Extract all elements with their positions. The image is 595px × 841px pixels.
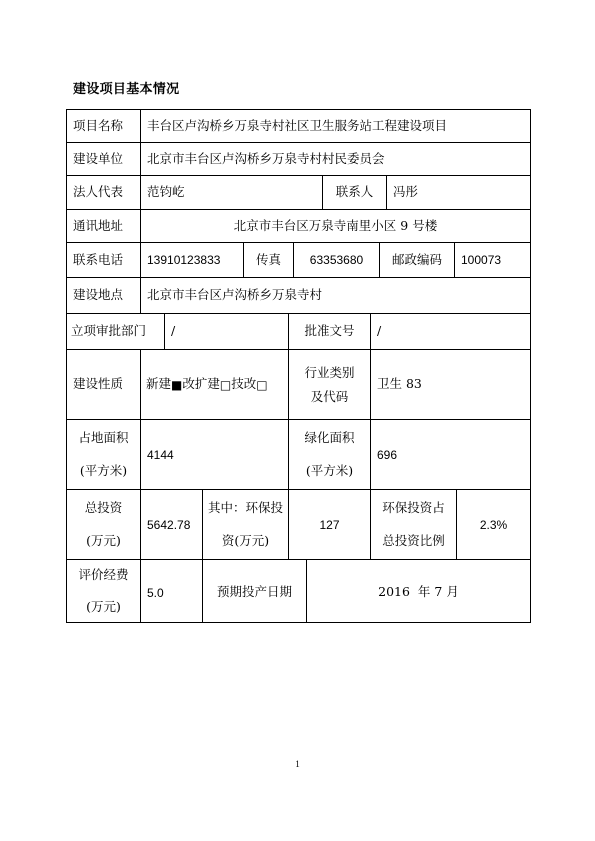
builder-label: 建设单位 bbox=[67, 143, 141, 176]
area-label-line2: (平方米) bbox=[79, 462, 128, 478]
env-invest-label-line2: 资(万元) bbox=[221, 532, 270, 548]
address-label: 通讯地址 bbox=[67, 210, 141, 243]
page-number: 1 bbox=[295, 759, 300, 769]
industry-value: 卫生 83 bbox=[371, 350, 531, 420]
approval-no-value: / bbox=[371, 314, 531, 350]
invest-value: 5642.78 bbox=[141, 490, 203, 560]
approval-dept-value: / bbox=[165, 314, 289, 350]
eval-fee-label-line1: 评价经费 bbox=[78, 566, 129, 582]
phone-label: 联系电话 bbox=[67, 243, 141, 278]
project-name-label: 项目名称 bbox=[67, 110, 141, 143]
start-date-value: 2016 年 7 月 bbox=[307, 560, 531, 623]
phone-value: 13910123833 bbox=[141, 243, 244, 278]
area-value: 4144 bbox=[141, 420, 289, 490]
nature-expand-text: 改扩建 bbox=[182, 376, 220, 392]
contact-label: 联系人 bbox=[323, 176, 387, 210]
approval-dept-label: 立项审批部门 bbox=[67, 314, 165, 350]
env-ratio-label bbox=[371, 490, 457, 560]
env-invest-label bbox=[203, 490, 289, 560]
project-info-table bbox=[66, 109, 531, 623]
address-value bbox=[141, 210, 531, 243]
env-ratio-label-line2: 总投资比例 bbox=[382, 532, 445, 548]
env-invest-value: 127 bbox=[289, 490, 371, 560]
industry-label bbox=[289, 350, 371, 420]
postcode-value: 100073 bbox=[455, 243, 531, 278]
industry-label-line1: 行业类别 bbox=[304, 364, 355, 380]
nature-tech-checkbox: □ bbox=[256, 377, 268, 392]
green-value: 696 bbox=[371, 420, 531, 490]
nature-tech-text: 技改 bbox=[231, 376, 257, 392]
eval-fee-label bbox=[67, 560, 141, 623]
green-label-line1: 绿化面积 bbox=[304, 430, 355, 445]
nature-expand-checkbox: □ bbox=[219, 377, 232, 392]
green-label-line2: (平方米) bbox=[305, 462, 354, 478]
start-date-label: 预期投产日期 bbox=[203, 560, 307, 623]
fax-label: 传真 bbox=[244, 243, 294, 278]
nature-value bbox=[141, 350, 289, 420]
section-title: 建设项目基本情况 bbox=[73, 82, 180, 97]
eval-fee-label-line2: (万元) bbox=[86, 599, 121, 614]
area-label bbox=[67, 420, 141, 490]
address-text: 北京市丰台区万泉寺南里小区 9 号楼 bbox=[233, 217, 438, 233]
green-label bbox=[289, 420, 371, 490]
area-label-line1: 占地面积 bbox=[78, 430, 129, 445]
fax-value: 63353680 bbox=[294, 243, 380, 278]
eval-fee-value: 5.0 bbox=[141, 560, 203, 623]
approval-no-label: 批准文号 bbox=[289, 314, 371, 350]
nature-new-text: 新建 bbox=[146, 376, 172, 392]
legal-rep-value: 范钧屹 bbox=[141, 176, 323, 210]
invest-label bbox=[67, 490, 141, 560]
contact-value: 冯彤 bbox=[387, 176, 531, 210]
env-ratio-label-line1: 环保投资占 bbox=[382, 500, 445, 515]
invest-label-line2: (万元) bbox=[86, 532, 121, 548]
industry-label-line2: 及代码 bbox=[310, 388, 349, 404]
site-label: 建设地点 bbox=[67, 278, 141, 314]
nature-new-checkbox: ■ bbox=[171, 377, 183, 392]
env-invest-label-line1: 其中：环保投 bbox=[207, 500, 283, 515]
project-name-value: 丰台区卢沟桥乡万泉寺村社区卫生服务站工程建设项目 bbox=[141, 110, 531, 143]
legal-rep-label: 法人代表 bbox=[67, 176, 141, 210]
builder-value: 北京市丰台区卢沟桥乡万泉寺村村民委员会 bbox=[141, 143, 531, 176]
nature-label: 建设性质 bbox=[67, 350, 141, 420]
postcode-label: 邮政编码 bbox=[380, 243, 455, 278]
site-value: 北京市丰台区卢沟桥乡万泉寺村 bbox=[141, 278, 531, 314]
invest-label-line1: 总投资 bbox=[84, 500, 123, 515]
env-ratio-value: 2.3% bbox=[457, 490, 531, 560]
